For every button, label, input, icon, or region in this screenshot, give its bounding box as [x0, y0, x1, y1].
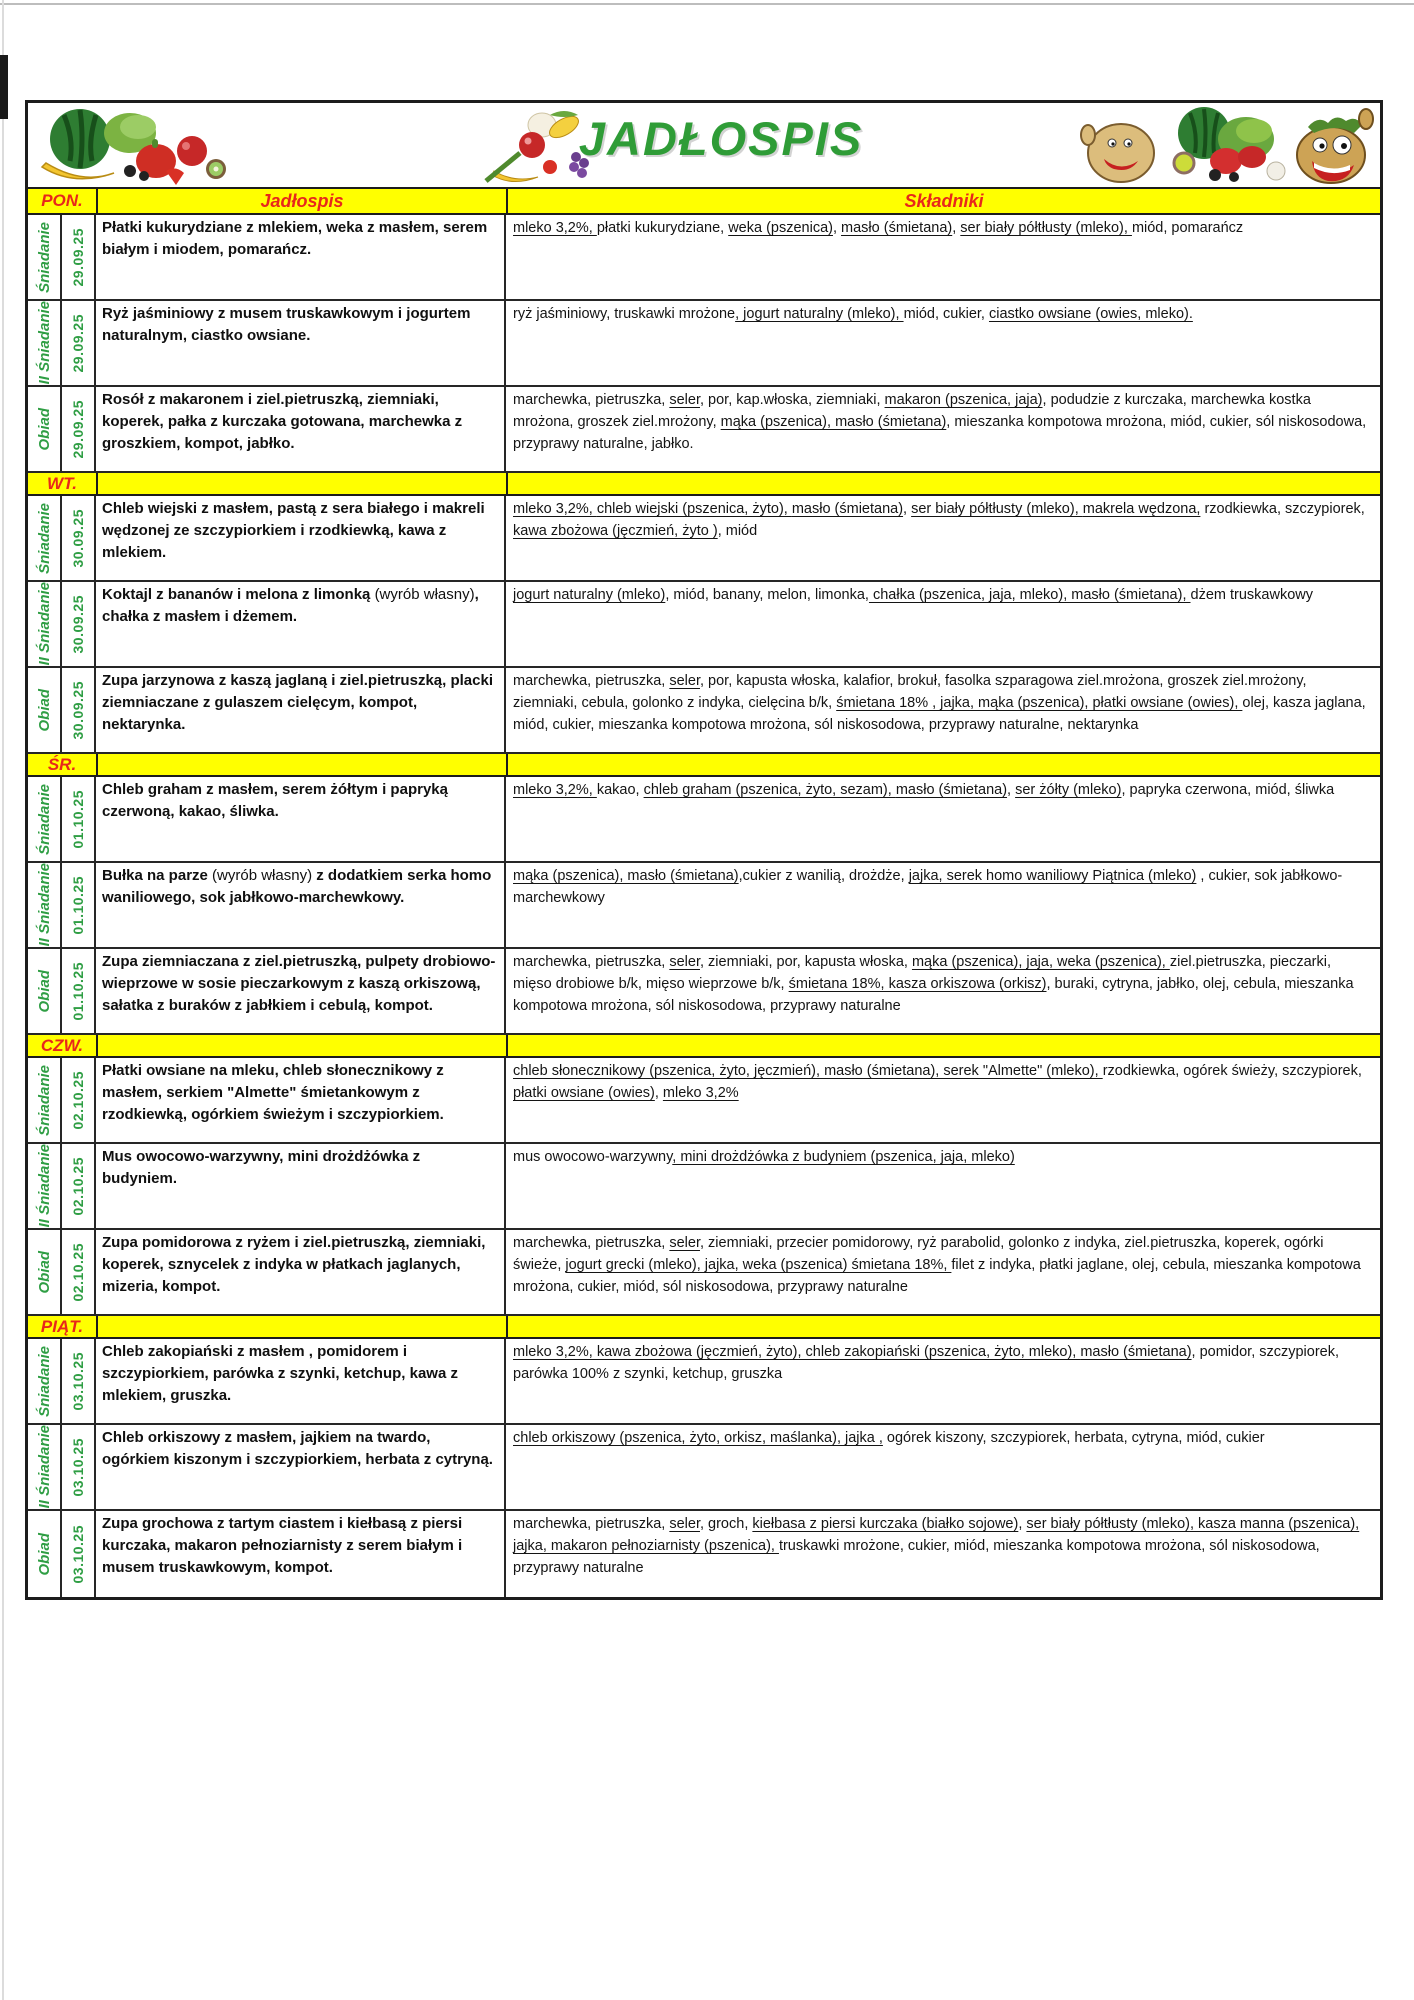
scan-artifact-left-edge — [2, 0, 4, 2000]
meal-description — [102, 951, 499, 1016]
text-segment: , por, kap.włoska, ziemniaki, — [699, 392, 885, 408]
text-segment: (wyrób własny) — [212, 867, 313, 884]
text-segment: Rosół z makaronem i ziel.pietruszką, ziemniaki, koperek, pałka z kurczaka gotowana, marchewka z groszkiem, kompot, jabłko. — [102, 391, 463, 452]
meal-type-label: II Śniadanie — [35, 1144, 53, 1228]
meal-date-label: 30.09.25 — [70, 508, 86, 568]
text-segment: marchewka, pietruszka, — [513, 954, 670, 970]
text-segment: ser biały półtłusty (mleko), kasza manna (pszenica), jajka, makaron pełnoziarnisty (pszenica), — [513, 1516, 1360, 1555]
text-segment: mleko 3,2%, — [513, 220, 597, 236]
text-segment: ziel.pietruszka, pieczarki, mięso drobiowe b/k, mięso wieprzowe b/k, — [513, 954, 1332, 993]
menu-row — [28, 863, 1380, 949]
menu-row — [28, 949, 1380, 1035]
fruits-characters-clipart-right-icon — [1076, 105, 1376, 185]
text-segment: śmietana 18% , jajka, mąka (pszenica), płatki owsiane (owies), — [836, 695, 1243, 712]
menu-row — [28, 1144, 1380, 1230]
text-segment: jogurt grecki (mleko), jajka, weka (pszenica) śmietana 18%, — [565, 1257, 952, 1274]
text-segment: Chleb orkiszowy z masłem, jajkiem na twardo, ogórkiem kiszonym i szczypiorkiem, herbata z cytryną. — [102, 1429, 493, 1468]
text-segment: rzodkiewka, ogórek świeży, szczypiorek, — [1102, 1063, 1362, 1079]
text-segment: marchewka, pietruszka, — [513, 673, 670, 689]
text-segment: makaron (pszenica, jaja) — [884, 392, 1043, 408]
text-segment: , mini drożdżówka z budyniem (pszenica, jaja, mleko) — [672, 1149, 1015, 1165]
text-segment: chleb graham (pszenica, żyto, sezam), — [643, 782, 896, 798]
text-segment: , cukier, sok jabłkowo-marchewkowy — [513, 868, 1343, 907]
meal-type-label: II Śniadanie — [35, 863, 53, 947]
ingredients-text — [513, 1232, 1370, 1298]
meal-type-label: Obiad — [35, 688, 53, 732]
text-segment: masło (śmietana) — [841, 220, 953, 236]
meal-date-label: 30.09.25 — [70, 680, 86, 740]
menu-row — [28, 1230, 1380, 1316]
ingredients-text — [513, 1427, 1370, 1449]
text-segment: ogórek kiszony, szczypiorek, herbata, cytryna, miód, cukier — [882, 1430, 1265, 1446]
text-segment: ciastko owsiane (owies, mleko). — [988, 306, 1193, 322]
meal-date-label: 02.10.25 — [70, 1242, 86, 1302]
meal-date-label: 03.10.25 — [70, 1524, 86, 1584]
day-header-pon: PON. — [28, 189, 98, 213]
text-segment: , papryka czerwona, miód, śliwka — [1121, 782, 1335, 798]
menu-row — [28, 1425, 1380, 1511]
text-segment: , — [903, 501, 912, 517]
ingredients-text — [513, 1513, 1370, 1579]
text-segment: , — [1007, 782, 1016, 798]
text-segment: kawa zbożowa (jęczmień, żyto ) — [513, 523, 718, 540]
text-segment: miód, pomarańcz — [1131, 220, 1244, 236]
meal-date-label: 03.10.25 — [70, 1437, 86, 1497]
meal-type-label: II Śniadanie — [35, 301, 53, 385]
text-segment: , ziemniaki, por, kapusta włoska, — [699, 954, 912, 970]
text-segment: masło (śmietana) — [1080, 1344, 1192, 1360]
menu-row — [28, 1339, 1380, 1425]
menu-row — [28, 1511, 1380, 1597]
meal-description — [102, 498, 499, 563]
meal-type-label: Obiad — [35, 407, 53, 451]
day-separator-row — [28, 473, 1380, 496]
meal-type-label: Obiad — [35, 1250, 53, 1294]
text-segment: Chleb wiejski z masłem, pastą z sera białego i makreli wędzonej ze szczypiorkiem i rzodkiewką, kawa z mlekiem. — [102, 500, 485, 561]
meal-description — [102, 217, 499, 261]
page-title: JADŁOSPIS — [578, 112, 864, 165]
meal-type-label: Śniadanie — [35, 221, 53, 293]
text-segment: marchewka, pietruszka, — [513, 1516, 670, 1532]
text-segment: truskawki mrożone, cukier, miód, mieszanka kompotowa mrożona, sól niskosodowa, przyprawy naturalne — [513, 1538, 1320, 1577]
meal-description — [102, 1232, 499, 1297]
text-segment: dżem truskawkowy — [1190, 587, 1313, 603]
text-segment: Zupa pomidorowa z ryżem i ziel.pietruszką, ziemniaki, koperek, sznycelek z indyka w płatkach jaglanych, mizeria, kompot. — [102, 1234, 486, 1295]
text-segment: seler — [669, 673, 700, 689]
text-segment: , miód — [717, 523, 758, 540]
meal-description — [102, 303, 499, 347]
text-segment: chleb orkiszowy (pszenica, żyto, orkisz, maślanka), jajka , — [513, 1430, 883, 1446]
ingredients-text — [513, 1146, 1370, 1168]
text-segment: chałka (pszenica, jaja, mleko), masło (śmietana), — [868, 587, 1191, 603]
menu-document — [25, 100, 1383, 1600]
ingredients-text — [513, 217, 1370, 239]
meal-description — [102, 389, 499, 454]
text-segment: seler — [669, 954, 700, 970]
day-separator-row — [28, 754, 1380, 777]
text-segment: olej, kasza jaglana, miód, cukier, mieszanka kompotowa mrożona, sól niskosodowa, przyprawy naturalne, nektarynka — [513, 695, 1366, 734]
menu-column-header: Jadłospis — [260, 190, 344, 211]
text-segment: płatki kukurydziane, — [596, 220, 729, 236]
meal-description — [102, 1427, 499, 1471]
meal-type-label: Śniadanie — [35, 1064, 53, 1136]
text-segment: kakao, — [596, 782, 644, 798]
meal-date-label: 01.10.25 — [70, 875, 86, 935]
menu-row — [28, 215, 1380, 301]
text-segment: ser biały półtłusty (mleko), — [911, 501, 1083, 517]
ingredients-text — [513, 865, 1370, 909]
meal-description — [102, 1341, 499, 1406]
meal-date-label: 29.09.25 — [70, 399, 86, 459]
text-segment: , — [952, 220, 961, 236]
day-label: CZW. — [28, 1035, 98, 1056]
meal-type-label: II Śniadanie — [35, 582, 53, 666]
text-segment: mleko 3,2%, kawa zbożowa (jęczmień, żyto), chleb zakopiański (pszenica, żyto, mleko), — [513, 1344, 1081, 1360]
meal-type-label: Obiad — [35, 969, 53, 1013]
text-segment: miód, cukier, — [903, 306, 989, 322]
ingredients-text — [513, 303, 1370, 325]
text-segment: Bułka na parze — [102, 867, 213, 884]
text-segment: filet z indyka, płatki jaglane, olej, cebula, mieszanka kompotowa mrożona, cukier, miód, sól niskosodowa, przyprawy naturalne — [513, 1257, 1361, 1296]
meal-description — [102, 670, 499, 735]
text-segment: Płatki owsiane na mleku, chleb słonecznikowy z masłem, serkiem "Almette" śmietankowym z rzodkiewką, ogórkiem świeżym i szczypiorkiem. — [102, 1062, 444, 1123]
menu-row — [28, 1058, 1380, 1144]
scan-artifact-left-bar — [0, 55, 8, 119]
text-segment: (wyrób własny) — [374, 586, 475, 603]
text-segment: weka (pszenica) — [728, 220, 833, 236]
text-segment: makrela wędzona, — [1082, 501, 1201, 517]
menu-row — [28, 496, 1380, 582]
text-segment: chleb wiejski (pszenica, żyto), — [596, 501, 792, 517]
text-segment: ser biały półtłusty (mleko), — [960, 220, 1132, 236]
text-segment: mąka (pszenica), jaja, weka (pszenica), — [911, 954, 1170, 970]
text-segment: chleb słonecznikowy (pszenica, żyto, jęczmień), masło (śmietana), serek "Almette" (mleko), — [513, 1063, 1103, 1079]
text-segment: , — [654, 1085, 663, 1102]
text-segment: mus owocowo-warzywny — [513, 1149, 673, 1165]
scan-artifact-top-line — [0, 3, 1414, 5]
ingredients-text — [513, 670, 1370, 736]
fruits-clipart-left-icon — [34, 105, 239, 185]
text-segment: , podudzie z kurczaka, marchewka kostka mrożona, groszek ziel.mrożony, — [513, 392, 1311, 431]
meal-description — [102, 1060, 499, 1125]
text-segment: , — [1018, 1516, 1027, 1532]
document-header — [28, 103, 1380, 189]
text-segment: ,cukier z wanilią, drożdże, — [738, 868, 909, 884]
text-segment: , ziemniaki, przecier pomidorowy, ryż parabolid, golonko z indyka, ziel.pietruszka, koperek, ogórki świeże, — [513, 1235, 1324, 1274]
menu-row — [28, 582, 1380, 668]
text-segment: seler — [669, 1516, 700, 1532]
table-header-row — [28, 189, 1380, 215]
text-segment: , jogurt naturalny (mleko), — [735, 306, 904, 322]
meal-date-label: 03.10.25 — [70, 1351, 86, 1411]
ingredients-text — [513, 1341, 1370, 1385]
menu-row — [28, 668, 1380, 754]
day-separator-row — [28, 1035, 1380, 1058]
text-segment: Płatki kukurydziane z mlekiem, weka z masłem, serem białym i miodem, pomarańcz. — [102, 219, 488, 258]
ingredients-text — [513, 1060, 1370, 1104]
ingredients-text — [513, 498, 1370, 542]
meal-date-label: 01.10.25 — [70, 789, 86, 849]
meal-description — [102, 584, 499, 628]
text-segment: mleko 3,2% — [662, 1085, 739, 1102]
text-segment: Zupa ziemniaczana z ziel.pietruszką, pulpety drobiowo-wieprzowe w sosie pieczarkowym z kaszą orkiszową, sałatka z buraków z jabłkiem i cebulą, kompot. — [102, 953, 496, 1014]
text-segment: płatki owsiane (owies) — [513, 1085, 655, 1102]
meal-description — [102, 1513, 499, 1578]
meal-date-label: 30.09.25 — [70, 594, 86, 654]
menu-row — [28, 387, 1380, 473]
text-segment: kiełbasa z piersi kurczaka (białko sojowe) — [752, 1516, 1019, 1532]
text-segment: Koktajl z bananów i melona z limonką — [102, 586, 375, 603]
meal-date-label: 29.09.25 — [70, 313, 86, 373]
text-segment: , groch, — [699, 1516, 753, 1532]
text-segment: Chleb zakopiański z masłem , pomidorem i szczypiorkiem, parówka z szynki, ketchup, kawa z mlekiem, gruszka. — [102, 1343, 458, 1404]
text-segment: ryż jaśminiowy, truskawki mrożone — [513, 306, 736, 322]
text-segment: , — [832, 220, 842, 236]
text-segment: rzodkiewka, szczypiorek, — [1200, 501, 1365, 517]
text-segment: Chleb graham z masłem, serem żółtym i papryką czerwoną, kakao, śliwka. — [102, 781, 448, 820]
text-segment: seler — [669, 1235, 700, 1251]
day-separator-row — [28, 1316, 1380, 1339]
text-segment: masło (śmietana) — [791, 501, 904, 517]
ingredients-text — [513, 779, 1370, 801]
text-segment: Mus owocowo-warzywny, mini drożdżówka z budyniem. — [102, 1148, 421, 1187]
menu-row — [28, 777, 1380, 863]
text-segment: mąka (pszenica), masło (śmietana) — [513, 868, 739, 884]
text-segment: jogurt naturalny (mleko) — [513, 587, 666, 603]
text-segment: mleko 3,2%, — [513, 501, 597, 517]
text-segment: jajka, serek homo waniliowy Piątnica (mleko) — [908, 868, 1197, 884]
text-segment: ser żółty (mleko) — [1015, 782, 1122, 798]
text-segment: Zupa grochowa z tartym ciastem i kiełbasą z piersi kurczaka, makaron pełnoziarnisty z serem białym i musem truskawkowym, kompot. — [102, 1515, 463, 1576]
text-segment: , buraki, cytryna, jabłko, olej, cebula, mieszanka kompotowa mrożona, sól niskosodowa, przyprawy naturalne — [513, 976, 1354, 1015]
text-segment: z dodatkiem serka homo waniliowego, sok jabłkowo-marchewkowy. — [102, 867, 492, 906]
meal-type-label: Obiad — [35, 1532, 53, 1576]
text-segment: , por, kapusta włoska, kalafior, brokuł, fasolka szparagowa ziel.mrożona, groszek ziel.mrożony, ziemniaki, cebula, golonko z indyka, cielęcina b/k, — [513, 673, 1307, 712]
ingredients-column-header: Składniki — [904, 190, 984, 211]
text-segment: marchewka, pietruszka, — [513, 392, 670, 408]
text-segment: , chałka z masłem i dżemem. — [102, 586, 479, 625]
meal-type-label: Śniadanie — [35, 1345, 53, 1417]
menu-row — [28, 301, 1380, 387]
text-segment: Ryż jaśminiowy z musem truskawkowym i jogurtem naturalnym, ciastko owsiane. — [102, 305, 471, 344]
meal-description — [102, 865, 499, 909]
meal-date-label: 02.10.25 — [70, 1070, 86, 1130]
meal-type-label: II Śniadanie — [35, 1425, 53, 1509]
text-segment: , miód, banany, melon, limonka, — [665, 587, 869, 603]
ingredients-text — [513, 951, 1370, 1017]
meal-date-label: 29.09.25 — [70, 227, 86, 287]
text-segment: śmietana 18%, kasza orkiszowa (orkisz) — [788, 976, 1047, 993]
menu-table-body — [28, 215, 1380, 1597]
meal-type-label: Śniadanie — [35, 502, 53, 574]
text-segment: seler — [669, 392, 700, 408]
text-segment: marchewka, pietruszka, — [513, 1235, 670, 1251]
meal-description — [102, 779, 499, 823]
text-segment: , pomidor, szczypiorek, parówka 100% z szynki, ketchup, gruszka — [513, 1344, 1340, 1383]
text-segment: Zupa jarzynowa z kaszą jaglaną i ziel.pietruszką, placki ziemniaczane z gulaszem cielęcym, kompot, nektarynka. — [102, 672, 493, 733]
day-label: ŚR. — [28, 754, 98, 775]
text-segment: , mieszanka kompotowa mrożona, miód, cukier, sól niskosodowa, przyprawy naturalne, jabłko. — [513, 414, 1367, 453]
text-segment: mąka (pszenica), masło (śmietana) — [720, 414, 947, 431]
meal-description — [102, 1146, 499, 1190]
meal-date-label: 01.10.25 — [70, 961, 86, 1021]
text-segment: masło (śmietana) — [895, 782, 1008, 798]
meal-type-label: Śniadanie — [35, 783, 53, 855]
day-label: PIĄT. — [28, 1316, 98, 1337]
meal-date-label: 02.10.25 — [70, 1156, 86, 1216]
ingredients-text — [513, 584, 1370, 606]
text-segment: mleko 3,2%, — [513, 782, 597, 798]
day-label: WT. — [28, 473, 98, 494]
ingredients-text — [513, 389, 1370, 455]
